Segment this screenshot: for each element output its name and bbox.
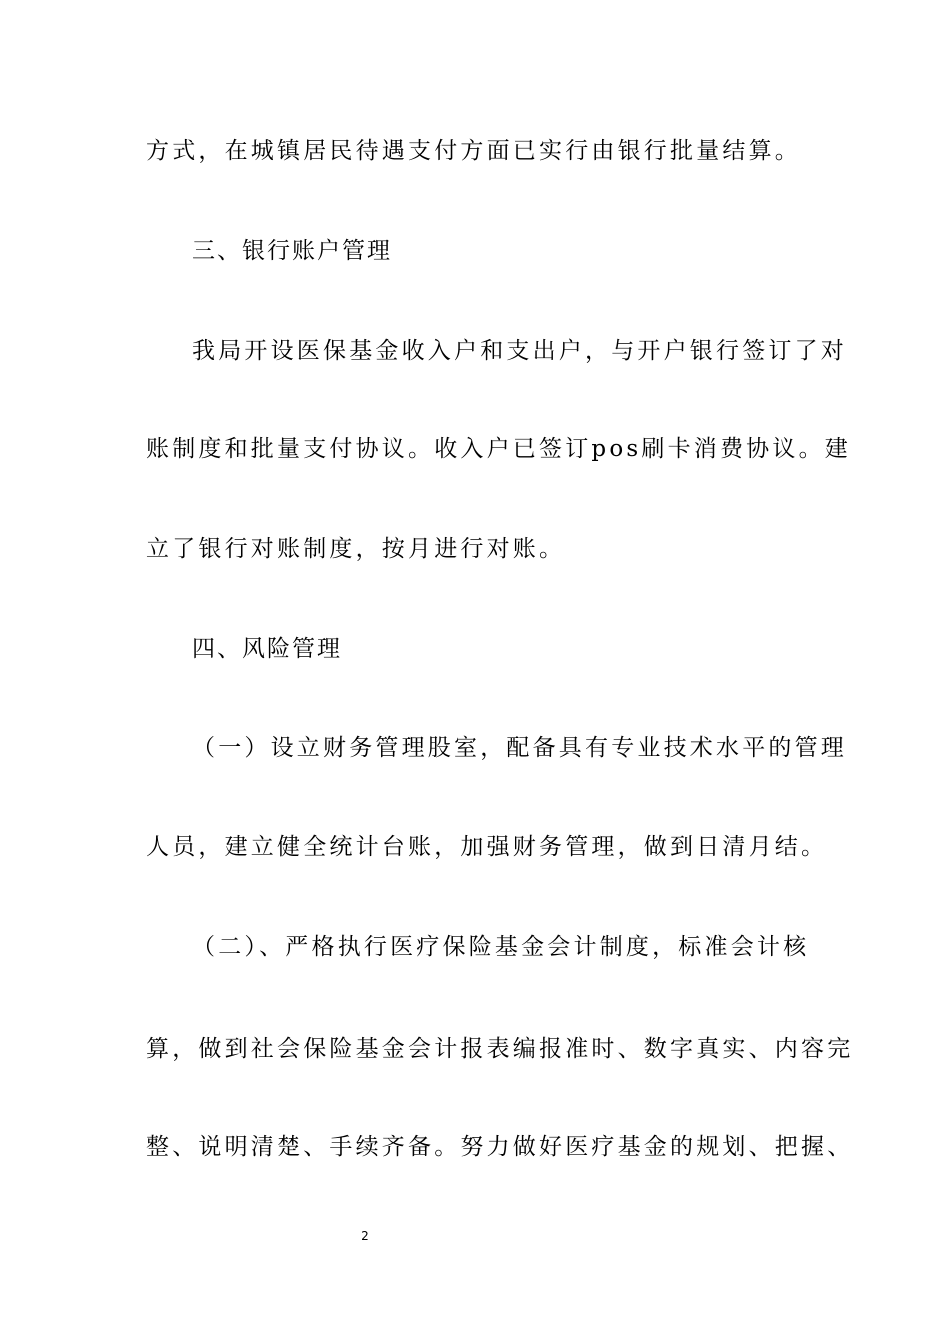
section-heading-risk-management: 四、风险管理 xyxy=(192,636,342,662)
paragraph-line: 整、说明清楚、手续齐备。努力做好医疗基金的规划、把握、 xyxy=(146,1134,854,1160)
paragraph-line: 人员，建立健全统计台账，加强财务管理，做到日清月结。 xyxy=(146,834,828,860)
paragraph-line: 我局开设医保基金收入户和支出户，与开户银行签订了对 xyxy=(192,338,847,364)
paragraph-line: （一）设立财务管理股室，配备具有专业技术水平的管理 xyxy=(192,735,847,761)
paragraph-line: 立了银行对账制度，按月进行对账。 xyxy=(146,536,566,562)
paragraph-line: 账制度和批量支付协议。收入户已签订pos刷卡消费协议。建 xyxy=(146,436,851,462)
section-heading-bank-account: 三、银行账户管理 xyxy=(192,238,392,264)
paragraph-line: （二）、严格执行医疗保险基金会计制度，标准会计核 xyxy=(192,934,810,960)
page-number: 2 xyxy=(361,1229,369,1243)
paragraph-line: 算，做到社会保险基金会计报表编报准时、数字真实、内容完 xyxy=(146,1036,854,1062)
paragraph-line: 方式，在城镇居民待遇支付方面已实行由银行批量结算。 xyxy=(146,138,801,164)
